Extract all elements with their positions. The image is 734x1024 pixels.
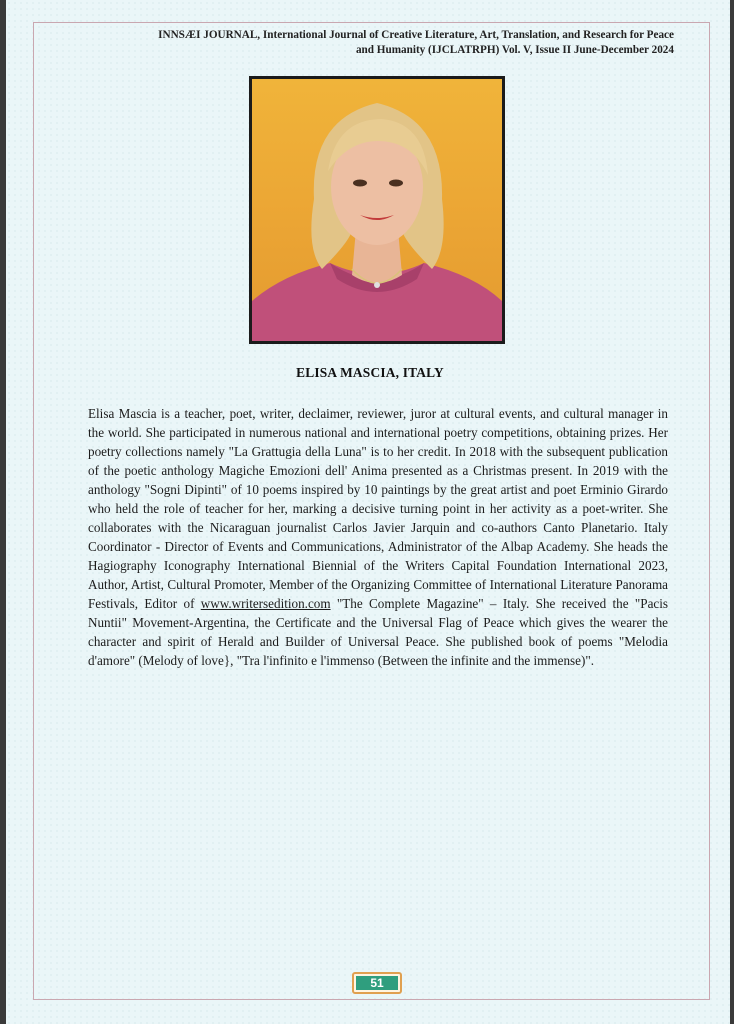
journal-header-line-1: INNSÆI JOURNAL, International Journal of Creative Literature, Art, Translation, and Research for Peace [158, 29, 674, 41]
page-number: 51 [356, 976, 398, 990]
bio-text-part-2: "The Complete Magazine" – Italy. She received the "Pacis Nuntii" Movement-Argentina, the Certificate and the Universal Flag of Peace which gives the wearer the character and spirit of Herald and Builder of Universal Peace. She published book of poems "Melodia d'amore" (Melody of love}, "Tra l'infinito e l'immenso (Between the infinite and the immense)". [88, 596, 668, 668]
page-number-badge [352, 972, 402, 994]
website-link[interactable]: www.writersedition.com [200, 596, 331, 611]
author-name: ELISA MASCIA, ITALY [296, 365, 444, 380]
author-biography [88, 404, 668, 670]
document-page [6, 0, 730, 1024]
author-photo [249, 76, 505, 344]
portrait-image [252, 79, 502, 341]
journal-header-line-2: and Humanity (IJCLATRPH) Vol. V, Issue II June-December 2024 [355, 44, 674, 56]
bio-text-part-1: Elisa Mascia is a teacher, poet, writer, declaimer, reviewer, juror at cultural events, and cultural manager in the world. She participated in numerous national and international poetry competitions, obtaining prizes. Her poetry collections namely "La Grattugia della Luna" is to her credit. In 2018 with the subsequent publication of the poetic anthology Magiche Emozioni dell' Anima presented as a Christmas present. In 2019 with the anthology "Sogni Dipinti" of 10 poems inspired by 10 paintings by the great artist and poet Erminio Girardo who held the role of teacher for her, marking a decisive turning point in her activity as a poet-writer. She collaborates with the Nicaraguan journalist Carlos Javier Jarquin and co-authors Canto Planetario. Italy Coordinator - Director of Events and Communications, Administrator of the Albap Academy. She heads the Hagiography Iconography International Biennial of the Writers Capital Foundation International 2023, Author, Artist, Cultural Promoter, Member of the Organizing Committee of International Literature Panorama Festivals, Editor of [88, 406, 668, 611]
journal-header [66, 28, 674, 58]
